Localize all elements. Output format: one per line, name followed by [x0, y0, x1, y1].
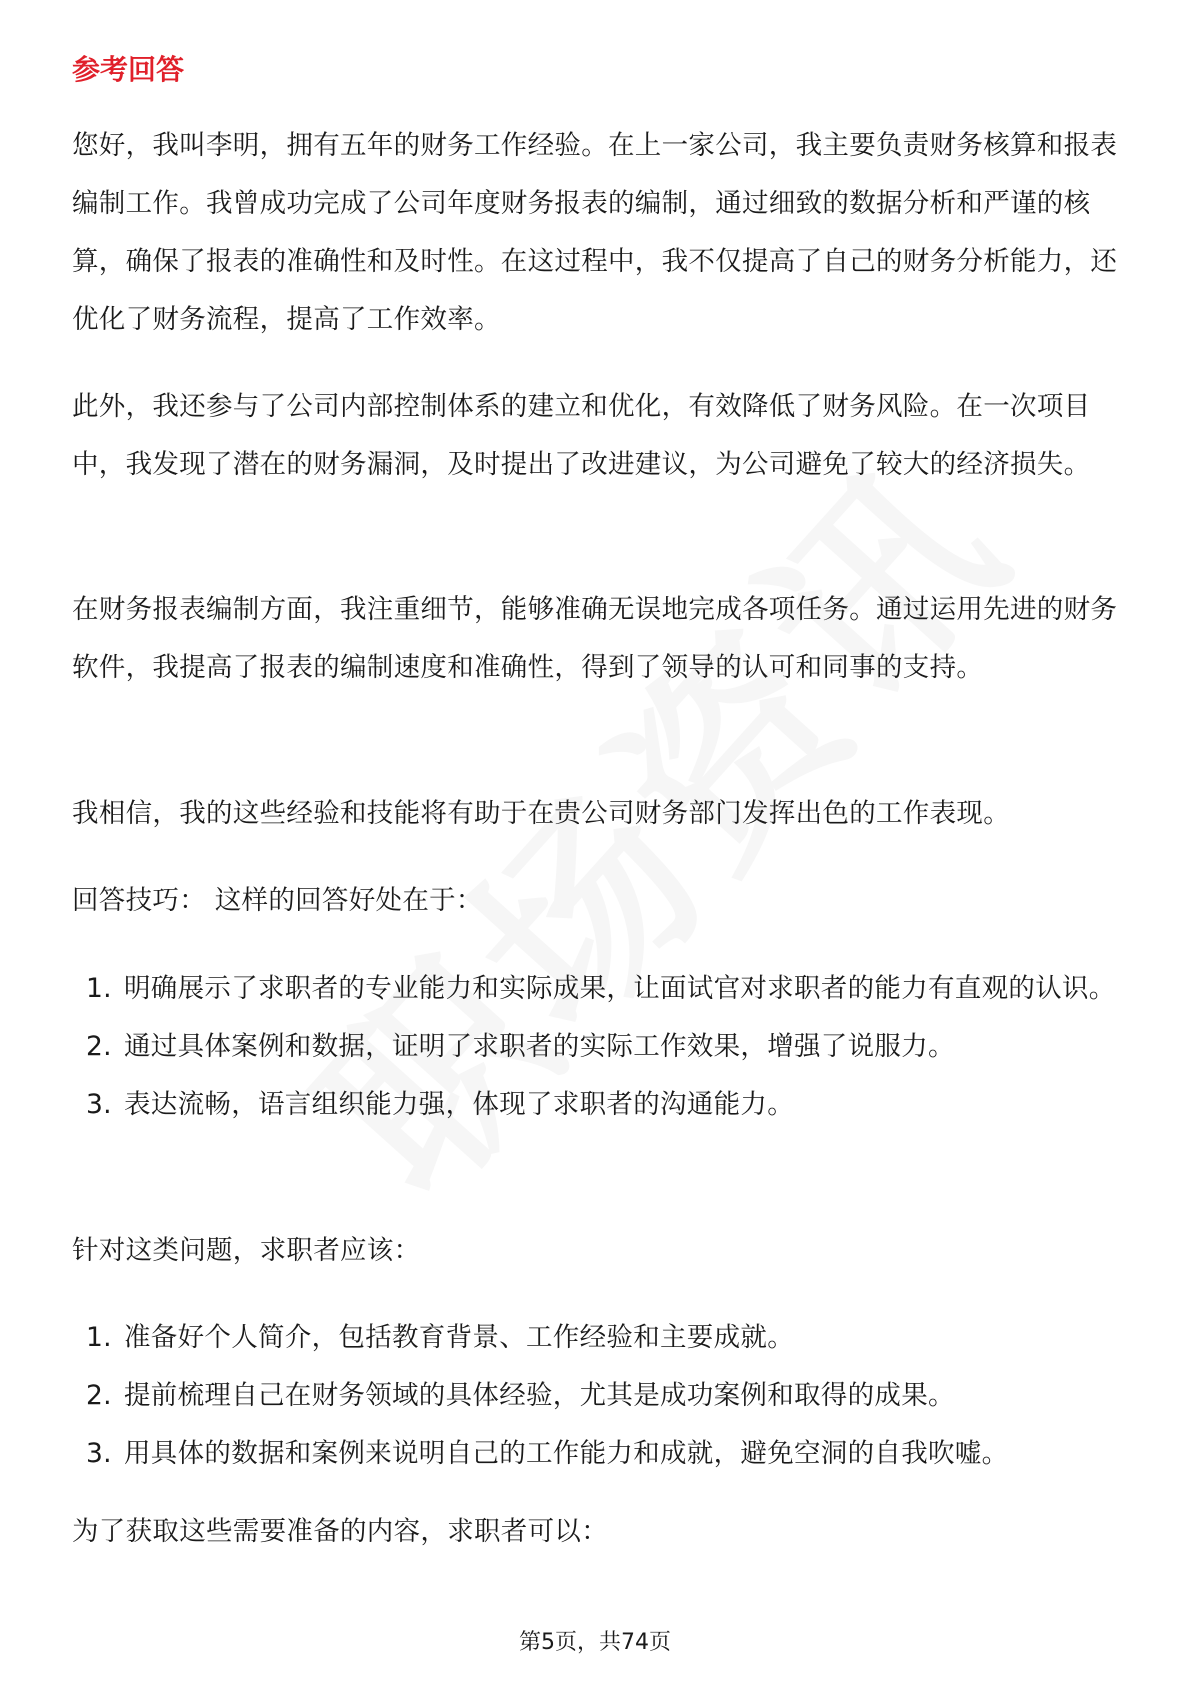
- list-item-text: 用具体的数据和案例来说明自己的工作能力和成就，避免空洞的自我吹嘘。: [124, 1438, 1009, 1469]
- list-item-number: 3.: [86, 1089, 112, 1120]
- section-heading: 参考回答: [72, 53, 185, 86]
- list-item-text: 提前梳理自己在财务领域的具体经验，尤其是成功案例和取得的成果。: [124, 1380, 955, 1411]
- list-item-number: 2.: [86, 1380, 112, 1411]
- paragraph-internal-control: 此外，我还参与了公司内部控制体系的建立和优化，有效降低了财务风险。在一次项目中，我发现了潜在的财务漏洞，及时提出了改进建议，为公司避免了较大的经济损失。: [72, 391, 1091, 480]
- list-item-text: 通过具体案例和数据，证明了求职者的实际工作效果，增强了说服力。: [124, 1031, 955, 1062]
- paragraph-preparation-intro: 为了获取这些需要准备的内容，求职者可以：: [72, 1516, 608, 1547]
- list-item-number: 2.: [86, 1031, 112, 1062]
- list-item: [72, 1367, 1122, 1425]
- list-item-text: 表达流畅，语言组织能力强，体现了求职者的沟通能力。: [124, 1089, 794, 1120]
- paragraph-report-preparation: 在财务报表编制方面，我注重细节，能够准确无误地完成各项任务。通过运用先进的财务软件，我提高了报表的编制速度和准确性，得到了领导的认可和同事的支持。: [72, 594, 1118, 683]
- page-number-footer: 第5页，共74页: [519, 1630, 671, 1655]
- list-item: [72, 960, 1122, 1018]
- list-item: [72, 1309, 1122, 1367]
- document-page: [72, 0, 1122, 1684]
- list-item: [72, 1425, 1122, 1483]
- paragraph-tips-intro: 回答技巧： 这样的回答好处在于：: [72, 885, 483, 916]
- advice-list: [72, 1309, 1122, 1483]
- list-item-text: 准备好个人简介，包括教育背景、工作经验和主要成就。: [124, 1322, 794, 1353]
- paragraph-closing: 我相信，我的这些经验和技能将有助于在贵公司财务部门发挥出色的工作表现。: [72, 798, 1010, 829]
- list-item-number: 3.: [86, 1438, 112, 1469]
- paragraph-intro: 您好，我叫李明，拥有五年的财务工作经验。在上一家公司，我主要负责财务核算和报表编制工作。我曾成功完成了公司年度财务报表的编制，通过细致的数据分析和严谨的核算，确保了报表的准确性和及时性。在这过程中，我不仅提高了自己的财务分析能力，还优化了财务流程，提高了工作效率。: [72, 130, 1118, 335]
- list-item: [72, 1018, 1122, 1076]
- list-item: [72, 1076, 1122, 1134]
- paragraph-advice-intro: 针对这类问题，求职者应该：: [72, 1235, 421, 1266]
- tips-list: [72, 960, 1122, 1134]
- list-item-text: 明确展示了求职者的专业能力和实际成果，让面试官对求职者的能力有直观的认识。: [124, 973, 1116, 1004]
- list-item-number: 1.: [86, 973, 112, 1004]
- list-item-number: 1.: [86, 1322, 112, 1353]
